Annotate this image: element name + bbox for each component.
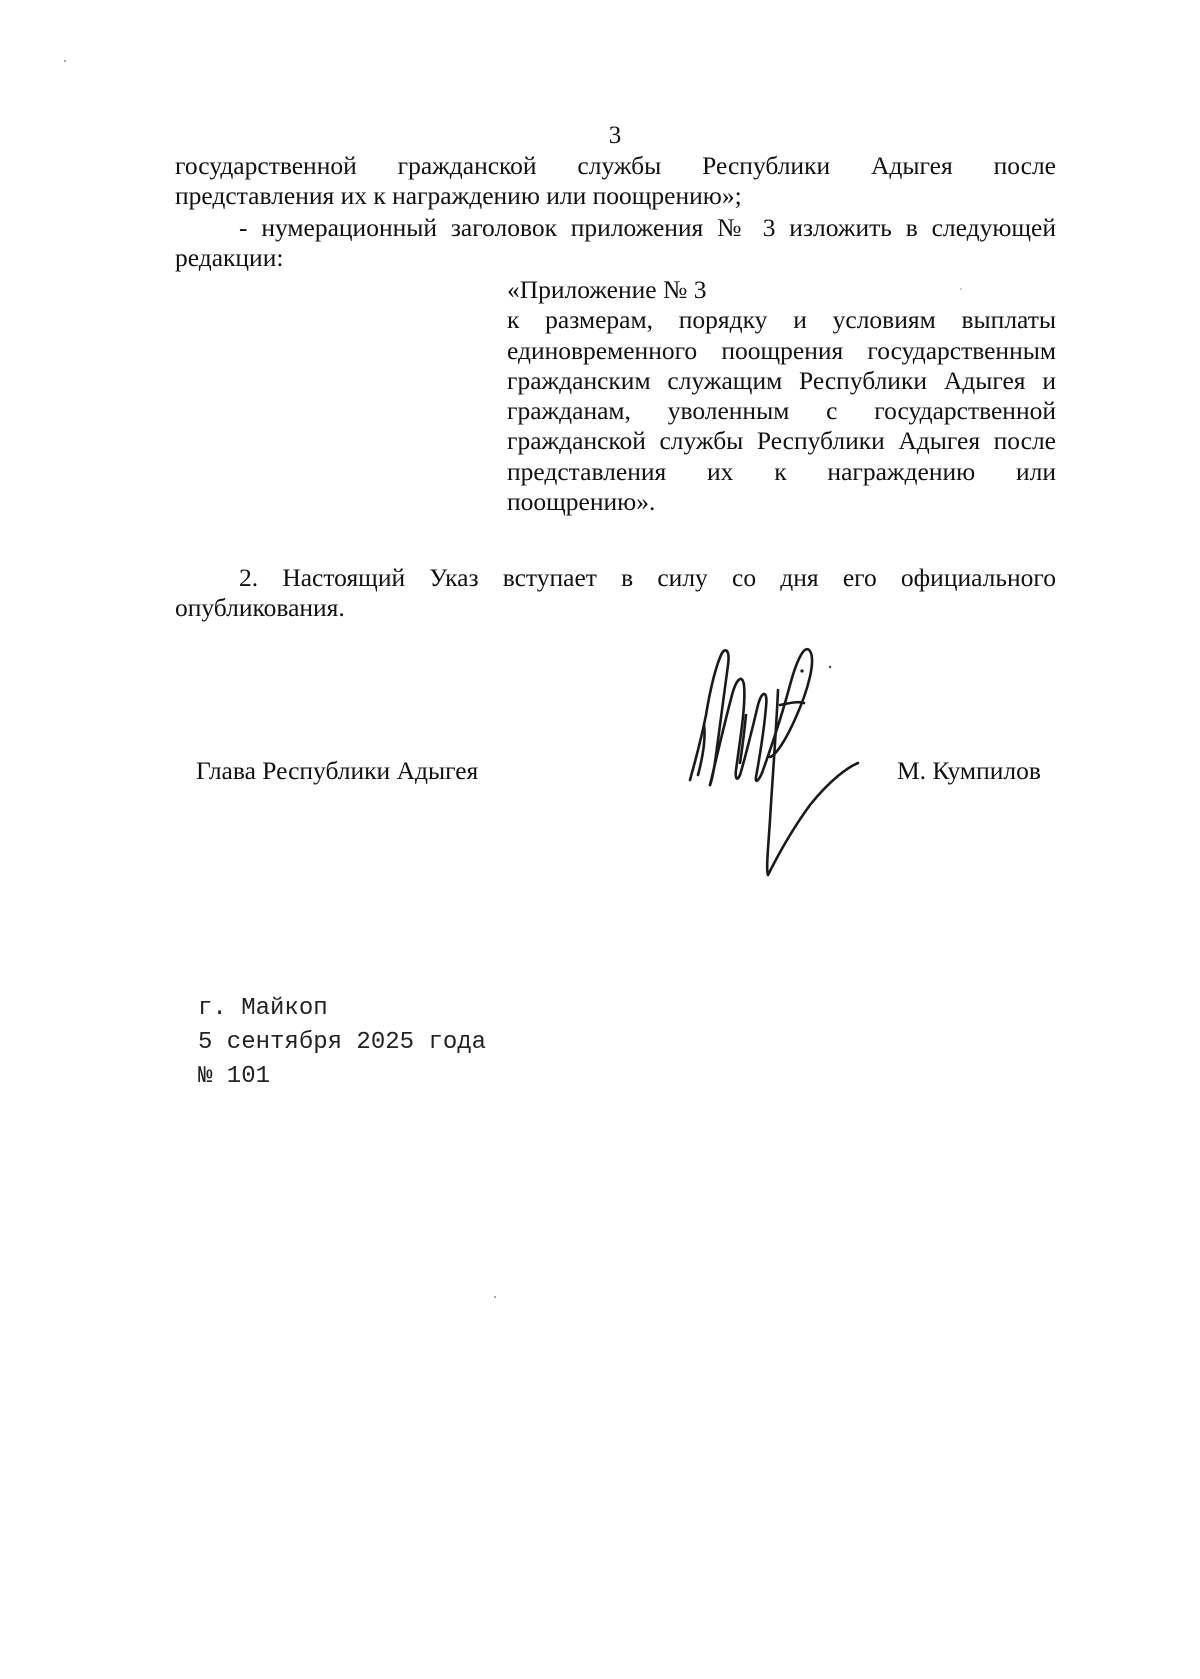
page-number: 3 xyxy=(608,122,622,149)
scan-speck xyxy=(494,1296,496,1298)
appendix-title: «Приложение № 3 xyxy=(507,275,707,304)
signatory-title: Глава Республики Адыгея xyxy=(196,756,479,785)
appendix-line: к размерам, порядку и условиям выплаты xyxy=(507,305,1056,335)
signatory-name: М. Кумпилов xyxy=(897,756,1041,785)
appendix-line: единовременного поощрения государственным xyxy=(507,335,1056,365)
appendix-line: гражданской службы Республики Адыгея после xyxy=(507,426,1056,456)
appendix-line: гражданам, уволенным с государственной xyxy=(507,396,1056,426)
appendix-heading xyxy=(507,275,1056,517)
paragraph-line: редакции: xyxy=(175,243,284,272)
paragraph-effective-date xyxy=(175,563,1056,623)
city-line: г. Майкоп xyxy=(198,995,328,1022)
paragraph-line: государственной гражданской службы Республики Адыгея после xyxy=(175,151,1056,180)
scan-speck xyxy=(960,288,962,290)
appendix-line: представления их к награждению или xyxy=(507,456,1056,486)
appendix-line: гражданским служащим Республики Адыгея и xyxy=(507,365,1056,395)
document-footer xyxy=(198,992,486,1094)
scan-speck xyxy=(64,60,66,62)
paragraph-continuation xyxy=(175,151,1056,211)
paragraph-line: 2. Настоящий Указ вступает в силу со дня его официального xyxy=(239,563,1056,592)
paragraph-line: представления их к награждению или поощрению»; xyxy=(175,181,742,210)
document-number: № 101 xyxy=(198,1063,271,1090)
handwritten-signature xyxy=(680,645,900,910)
appendix-line: поощрению». xyxy=(507,487,656,517)
paragraph-line: - нумерационный заголовок приложения № 3 изложить в следующей xyxy=(239,213,1056,242)
date-line: 5 сентября 2025 года xyxy=(198,1029,487,1056)
paragraph-line: опубликования. xyxy=(175,593,345,622)
paragraph-amendment xyxy=(175,213,1056,273)
